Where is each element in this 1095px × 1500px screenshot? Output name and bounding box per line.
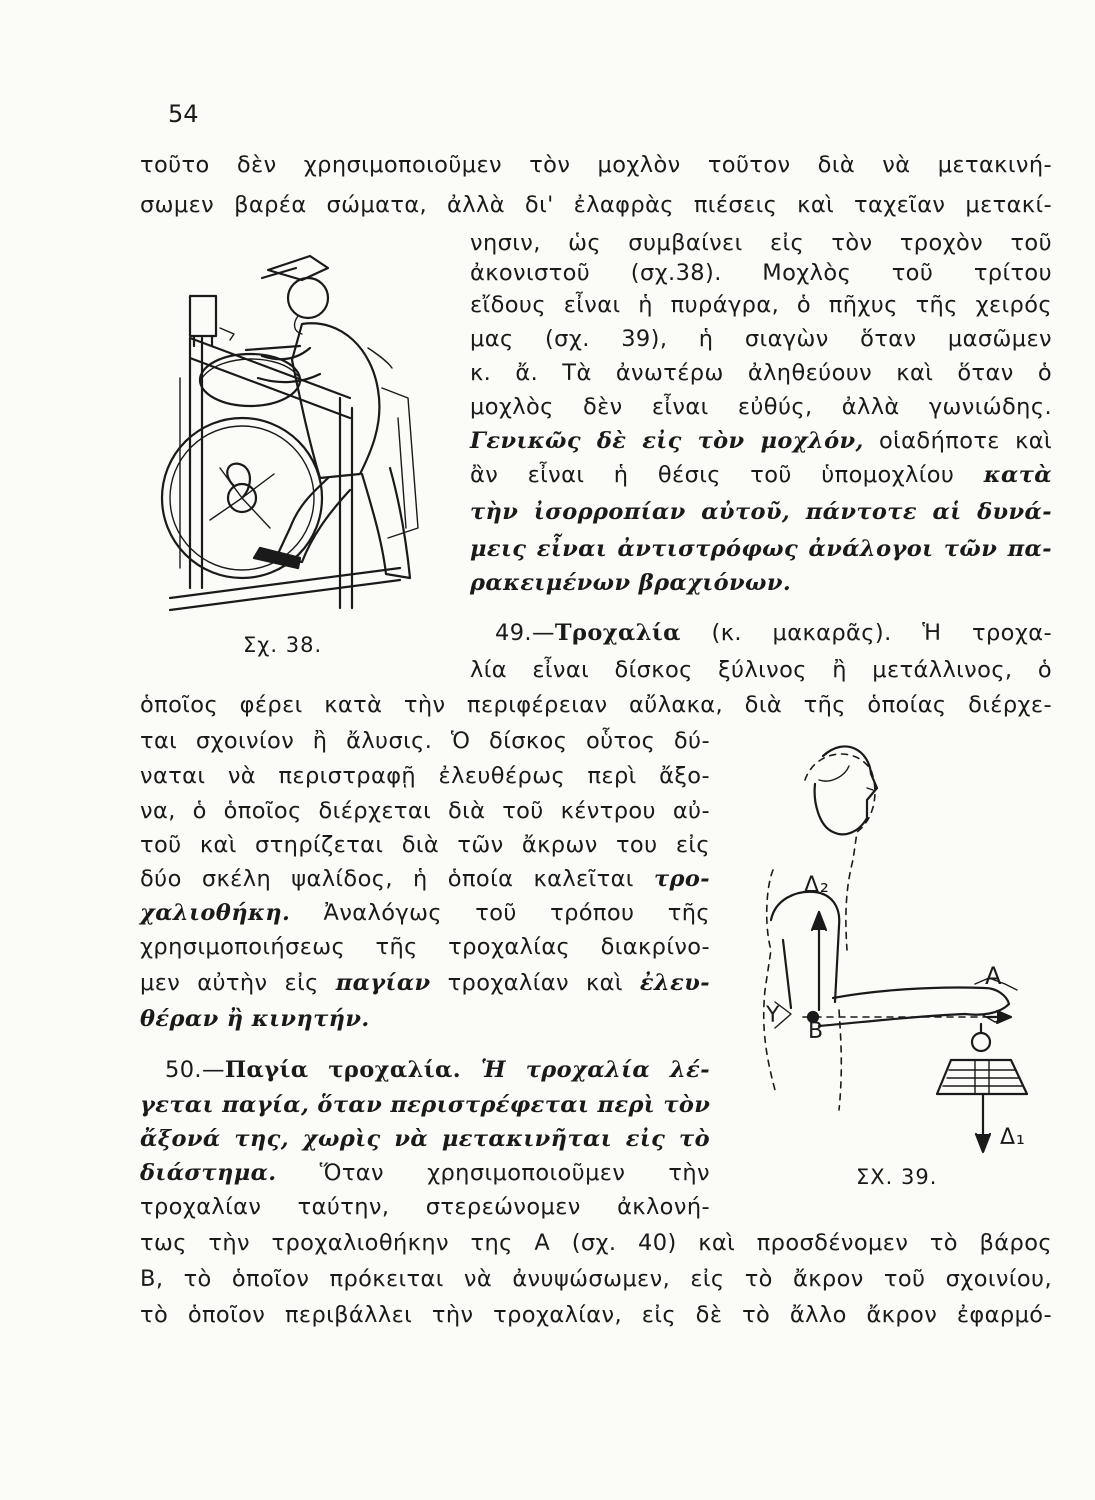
section-number: 49.— — [495, 620, 555, 646]
label-delta1: Δ₁ — [1000, 1125, 1026, 1150]
text-span: δύο σκέλη ψαλίδος, ἡ ὁποία καλεῖται — [140, 866, 654, 892]
text-line: τοῦτο δὲν χρησιμοποιοῦμεν τὸν μοχλὸν τοῦτον διὰ νὰ μετακινή- — [140, 152, 1052, 178]
text-line: ναται νὰ περιστραφῇ ἐλευθέρως περὶ ἄξο- — [140, 763, 710, 789]
section-50-heading-line — [165, 1055, 710, 1085]
section-number: 50.— — [165, 1057, 225, 1083]
text-line — [140, 898, 710, 928]
emphasis: Γενικῶς δὲ εἰς τὸν μοχλόν, — [470, 428, 864, 454]
emphasis: παγίαν — [335, 970, 431, 996]
figure-39-caption: ΣΧ. 39. — [856, 1165, 938, 1189]
label-b: Β — [808, 1019, 825, 1044]
text-line — [140, 1158, 710, 1188]
figure-39-forearm-lever-diagram — [735, 740, 1065, 1160]
text-span: (κ. μακαρᾶς). Ἡ τροχα- — [680, 620, 1052, 646]
text-span: μεν αὐτὴν εἰς — [140, 970, 336, 996]
text-line: τως τὴν τροχαλιοθήκην της Α (σχ. 40) καὶ προσδένομεν τὸ βάρος — [140, 1230, 1052, 1256]
text-line: τὴν ἰσορροπίαν αὐτοῦ, πάντοτε αἱ δυνά- — [470, 499, 1052, 525]
text-line — [470, 460, 1052, 490]
label-delta2: Δ₂ — [804, 873, 830, 898]
text-line: μας (σχ. 39), ἡ σιαγὼν ὅταν μασῶμεν — [470, 326, 1052, 352]
figure-38-caption: Σχ. 38. — [243, 633, 323, 657]
text-span: ἂν εἶναι ἡ θέσις τοῦ ὑπομοχλίου — [470, 462, 984, 488]
emphasis: τρο- — [653, 866, 710, 892]
text-line: λία εἶναι δίσκος ξύλινος ἢ μετάλλινος, ὁ — [470, 657, 1052, 683]
text-span: οἱαδήποτε καὶ — [863, 428, 1052, 454]
text-line: ὁποῖος φέρει κατὰ τὴν περιφέρειαν αὔλακα, διὰ τῆς ὁποίας διέρχε- — [140, 692, 1052, 718]
text-line: σωμεν βαρέα σώματα, ἀλλὰ δι' ἐλαφρὰς πιέσεις καὶ ταχεῖαν μετακί- — [140, 192, 1052, 218]
emphasis: κατὰ — [983, 462, 1052, 488]
text-span: Ὅταν χρησιμοποιοῦμεν τὴν — [276, 1160, 710, 1186]
text-line: χρησιμοποιήσεως τῆς τροχαλίας διακρίνο- — [140, 934, 710, 960]
text-line: ἄξονά της, χωρὶς νὰ μετακινῆται εἰς τὸ — [140, 1126, 710, 1152]
text-line: εἴδους εἶναι ἡ πυράγρα, ὁ πῆχυς τῆς χειρός — [470, 292, 1052, 318]
emphasis: ἐλευ- — [639, 970, 710, 996]
emphasis: χαλιοθήκη. — [140, 900, 291, 926]
section-title: Παγία τροχαλία. — [224, 1057, 461, 1083]
text-line: τὸ ὁποῖον περιβάλλει τὴν τροχαλίαν, εἰς δὲ τὸ ἄλλο ἄκρον ἐφαρμό- — [140, 1302, 1052, 1328]
text-line — [140, 968, 710, 998]
text-line: τοῦ καὶ στηρίζεται διὰ τῶν ἄκρων του εἰς — [140, 832, 710, 858]
emphasis: Ἡ τροχαλία λέ- — [461, 1057, 710, 1083]
text-line — [470, 426, 1052, 456]
figure-38-grinder-illustration — [150, 228, 440, 620]
text-line: κ. ἄ. Τὰ ἀνωτέρω ἀληθεύουν καὶ ὅταν ὁ — [470, 360, 1052, 386]
section-49-heading-line — [495, 618, 1052, 648]
text-line: Β, τὸ ὁποῖον πρόκειται νὰ ἀνυψώσωμεν, εἰς τὸ ἄκρον τοῦ σχοινίου, — [140, 1266, 1052, 1292]
section-title: Τροχαλία — [554, 620, 681, 646]
text-line — [140, 864, 710, 894]
page-number: 54 — [168, 100, 199, 128]
text-line: να, ὁ ὁποῖος διέρχεται διὰ τοῦ κέντρου αὐ- — [140, 798, 710, 824]
text-line: ται σχοινίον ἢ ἄλυσις. Ὁ δίσκος οὗτος δύ- — [140, 728, 710, 754]
text-span: τροχαλίαν καὶ — [430, 970, 640, 996]
emphasis: διάστημα. — [140, 1160, 277, 1186]
text-line: ἀκονιστοῦ (σχ.38). Μοχλὸς τοῦ τρίτου — [470, 260, 1052, 286]
text-line: θέραν ἢ κινητήν. — [140, 1006, 370, 1032]
text-line: τροχαλίαν ταύτην, στερεώνομεν ἀκλονή- — [140, 1194, 710, 1220]
text-line: μοχλὸς δὲν εἶναι εὐθύς, ἀλλὰ γωνιώδης. — [470, 394, 1052, 420]
label-y: Υ — [766, 1003, 781, 1028]
text-span: Ἀναλόγως τοῦ τρόπου τῆς — [290, 900, 710, 926]
text-line: μεις εἶναι ἀντιστρόφως ἀνάλογοι τῶν πα- — [470, 536, 1052, 562]
text-line: νησιν, ὡς συμβαίνει εἰς τὸν τροχὸν τοῦ — [470, 230, 1052, 256]
text-line: γεται παγία, ὅταν περιστρέφεται περὶ τὸν — [140, 1092, 711, 1118]
text-line: ρακειμένων βραχιόνων. — [470, 570, 792, 596]
label-a: Α — [985, 962, 1003, 990]
